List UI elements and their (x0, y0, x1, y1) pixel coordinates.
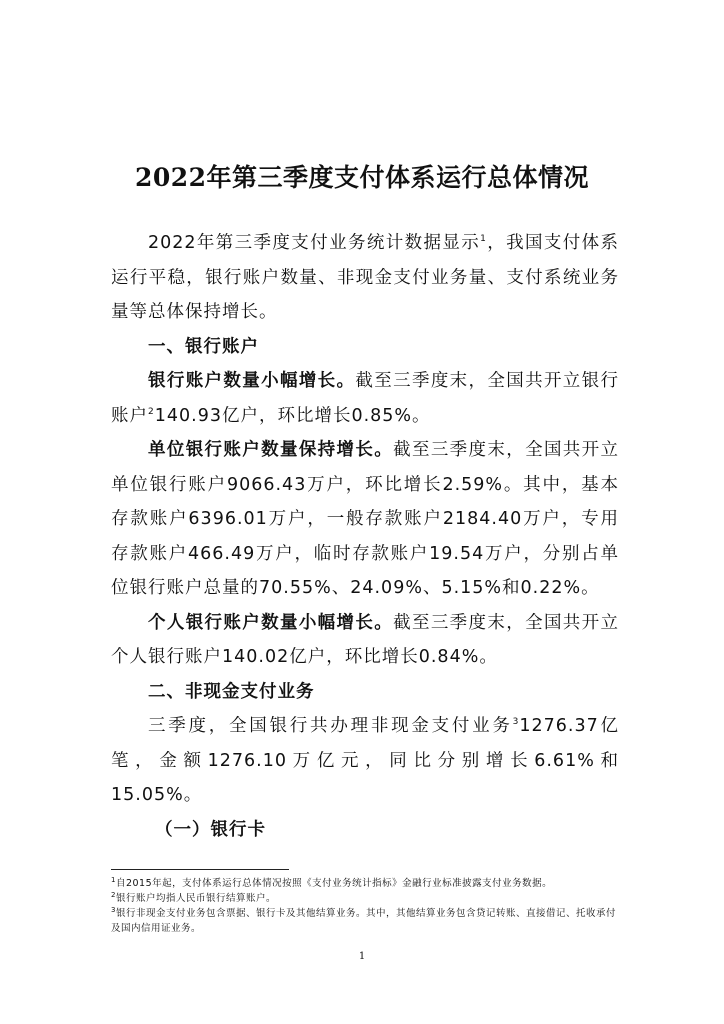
footnote-ref-3: 3 (512, 717, 520, 728)
paragraph-personal-accounts (111, 606, 619, 675)
personal-accounts-text: 截至三季度末，全国共开立个人银行账户140.02亿户，环比增长0.84%。 (111, 612, 620, 667)
footnote-2-marker: 2 (111, 890, 116, 899)
paragraph-unit-accounts (111, 433, 619, 606)
lead-bank-accounts: 银行账户数量小幅增长。 (148, 371, 356, 391)
unit-accounts-text: 截至三季度末，全国共开立单位银行账户9066.43万户，环比增长2.59%。其中，基本存款账户6396.01万户，一般存款账户2184.40万户，专用存款账户466.49万户，临时存款账户19.54万户，分别占单位银行账户总量的70.55%、24.09%、5.15%和0.22%。 (111, 440, 620, 598)
intro-paragraph (111, 226, 619, 330)
paragraph-non-cash-payments (111, 709, 619, 813)
footnote-1-text: 自2015年起，支付体系运行总体情况按照《支付业务统计指标》金融行业标准披露支付业务数据。 (115, 878, 553, 889)
non-cash-text-after: 1276.37亿笔，金额1276.10万亿元，同比分别增长6.61%和15.05%。 (111, 716, 619, 805)
footnote-2-text: 银行账户均指人民币银行结算账户。 (115, 893, 276, 904)
footnote-3-marker: 3 (111, 905, 116, 914)
footnote-1-marker: 1 (111, 875, 116, 884)
non-cash-text-before: 三季度，全国银行共办理非现金支付业务 (148, 716, 513, 736)
bank-accounts-text-before: 截至三季度末，全国共开立银行账户 (111, 371, 620, 426)
document-body (111, 226, 619, 847)
paragraph-bank-accounts (111, 364, 619, 433)
subsection-heading-bank-cards: （一）银行卡 (155, 819, 266, 840)
section-heading-non-cash-payments: 二、非现金支付业务 (148, 681, 315, 702)
document-title: 2022年第三季度支付体系运行总体情况 (134, 163, 590, 192)
footnote-2 (111, 891, 619, 906)
intro-text-before: 2022年第三季度支付业务统计数据显示 (148, 233, 481, 253)
footnote-3-text: 银行非现金支付业务包含票据、银行卡及其他结算业务。其中，其他结算业务包含贷记转账、直接借记、托收承付及国内信用证业务。 (111, 908, 616, 934)
footnote-ref-1: 1 (480, 234, 487, 245)
lead-unit-accounts: 单位银行账户数量保持增长。 (148, 440, 394, 460)
footnote-3 (111, 906, 619, 936)
footnotes (111, 876, 619, 936)
footnote-1 (111, 876, 619, 891)
footnote-ref-2: 2 (148, 406, 155, 417)
section-heading-bank-accounts: 一、银行账户 (148, 336, 259, 357)
bank-accounts-text-after: 140.93亿户，环比增长0.85%。 (154, 405, 431, 426)
footnote-divider (111, 869, 289, 870)
lead-personal-accounts: 个人银行账户数量小幅增长。 (148, 612, 394, 633)
intro-text-after: ，我国支付体系运行平稳，银行账户数量、非现金支付业务量、支付系统业务量等总体保持增长。 (111, 233, 619, 322)
page-number: 1 (358, 951, 366, 962)
